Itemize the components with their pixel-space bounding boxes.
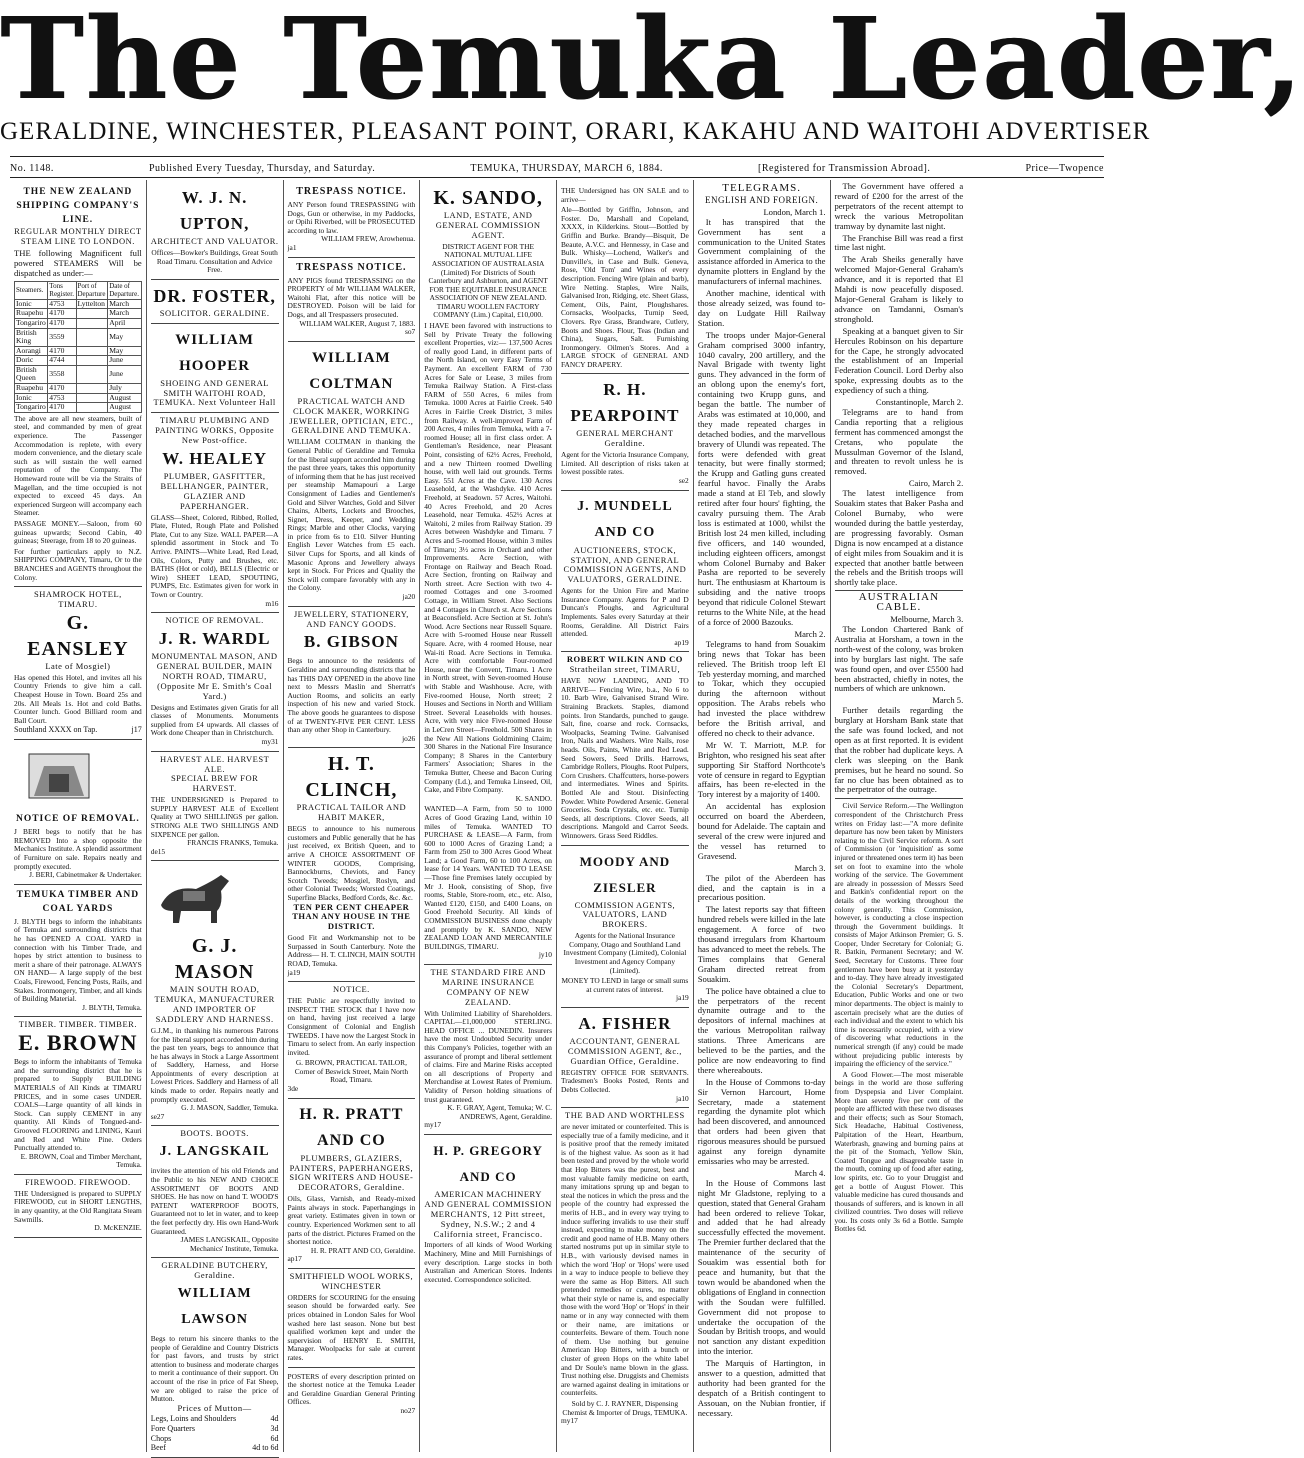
posters-body: POSTERS of every description printed on the shortest notice at the Temuka Leader and Geraldine Guardian General Printing Offices. (287, 1371, 416, 1407)
wardl-ad (151, 613, 279, 751)
table-row (15, 328, 142, 346)
wilkin-body: HAVE NOW LANDING, AND TO ARRIVE— Fencing Wire, b.a., No 6 to 10. Barb Wire, Galvanised Strand Wire. Straining Brackets. Staples, diamond points. Iron Standards, punched to gauge. Salt, fine, coarse and rock. Cornsacks, Woolpacks, Seaming Twine. Galvanised Iron, Nails and Washers. Wire Nails, rose heads. Oils, Paints, White and Red Lead. Seed Sowers, Seed Drills. Harrows, Cambridge Rollers, Ploughs. Root Pulpers, Corn Crushers. Chaffcutters, horse-powers and intermediates. Wines and Spirits. Bottled Ale and Stout. Disinfecting Powder. White Powdered Arsenic. General Groceries. Soda Crystals, etc. etc. Turnip Seeds, all descriptions. Clover Seeds, all descriptions. Mangold and Carrot Seeds. Winnowers. Grass Seed Riddles. (561, 676, 689, 840)
sando-ad (424, 182, 552, 965)
table-cell: 4753 (48, 393, 76, 403)
removal-sign: J. BERI, Cabinetmaker & Undertaker. (29, 870, 142, 880)
mason-subtitle: MAIN SOUTH ROAD, TEMUKA, MANUFACTURER AND IMPORTER OF SADDLERY AND HARNESS. (154, 984, 275, 1024)
hotel-footer: Southland XXXX on Tap. (14, 725, 98, 735)
price-item: Legs, Loins and Shoulders (150, 1413, 237, 1423)
telegram-paragraph: The latest intelligence from Souakim states that Baker Pasha and Colonel Burnaby, who were wounded during the battle yesterday, are progressing favorably. Osman Digna is now encamped at a distance of eight miles from Souakim and it is expected that another battle between the rebels and the British troops will shortly take place. (834, 488, 964, 588)
bad-tag: my17 (561, 1416, 578, 1426)
walker-tag: so7 (404, 327, 416, 337)
column-1 (10, 180, 147, 1452)
sando-properties: I HAVE been favored with instructions to Sell by Private Treaty the following excellent Properties, viz:— 137,500 Acres of really good Land, in different parts of the North Island, on very Easy Terms of Payment. An excellent FARM of 730 Acres for Sale or Lease, 3 miles from Temuka Railway Station. A First-class FARM of 550 Acres, 6 miles from Temuka. 1000 Acres at Fairlie Creek. 540 Acres in Fairlie Creek District, 3 miles from Railway. A well-improved Farm of 200 Acres, 4 miles from Temuka, with a 7-roomed House; all in first class order. A Gentleman's Residence, near Pleasant Point, consisting of 62½ Acres, Freehold, and a new Thirteen roomed Dwelling house, with well laid out grounds. Terms Easy. 551 Acres at the Cave. 130 Acres Leasehold, at the Washdyke. 410 Acres Freehold, at Seadown. 57 Acres, Waitohi. 40 Acres Freehold, and 20 Acres Leasehold, near Temuka. 452½ Acres at Waitohi, 2 miles from Railway Station. 39 Acres between Washdyke and Timaru. 7 Acres and 5-roomed House, within 3 miles of Timaru; 3½ acres in Orchard and other Improvements. Acre Section, with Frontage on Railway and Beach Road. Acre Section, fronting on Railway and North street. Acre Section with two 4-roomed Cottages and one 3-roomed Cottage, in William Street. Also Sections and 4 Cottages in Church st. Acre Sections at Beaconsfield. Acre Section at St. John's Wood. Acre Sections near Russell Square. Acre with 5-roomed House near Russell Square. Acre, with 4 roomed House, near Wai-iti Road. Acre Sections in Temuka. Acre with comfortable Four-roomed House, near the Convent, Timaru. 1 Acre in North street, with Seven-roomed House with Stable and Washhouse. Acre, with Five-roomed House, North street; 2 Houses and Sections in North and William Street. Several Leaseholds with houses. Acre, with very nice Five-roomed House in LeCren Street—Freehold. 500 Shares in the New All Nations Goldmining Claim; 300 Shares in the National Fire Insurance Company; 8 Shares in the Canterbury Farmers' Association; Shares in the Temuka Butter, Cheese and Bacon Curing Company (Ld.), and Temuka Linseed, Oil, Cake, and Fibre Company. (424, 321, 552, 795)
standard-title: THE STANDARD FIRE AND MARINE INSURANCE COMPANY OF NEW ZEALAND. (430, 967, 546, 1007)
healey-subtitle: PLUMBER, GASFITTER, BELLHANGER, PAINTER, GLAZIER AND PAPERHANGER. (160, 471, 269, 511)
table-cell: Ionic (15, 299, 48, 309)
notice-title: NOTICE. (332, 984, 370, 995)
timber-yards-sign: J. BLYTH, Temuka. (82, 1002, 142, 1012)
price-item: Chops (150, 1433, 172, 1443)
mutton-price-list (151, 1414, 279, 1454)
table-cell: 3559 (48, 328, 76, 346)
table-cell: 4170 (48, 403, 76, 413)
mundell-subtitle: AUCTIONEERS, STOCK, STATION, AND GENERAL COMMISSION AGENTS, AND VALUATORS, GERALDINE. (563, 544, 687, 585)
column-7 (831, 180, 968, 1452)
harvest-subtitle: SPECIAL BREW FOR HARVEST. (170, 773, 259, 794)
page-columns (10, 180, 1104, 1452)
prices-title: Prices of Mutton— (177, 1402, 252, 1413)
price-value: 4d to 6d (252, 1443, 279, 1453)
coltman-subtitle: PRACTICAL WATCH AND CLOCK MAKER, WORKING JEWELLER, OPTICIAN, ETC., GERALDINE AND TEMUKA. (289, 395, 414, 436)
sando-wanted: WANTED—A Farm, from 50 to 1000 Acres of Good Grazing Land, within 10 miles of Temuka. WANTED TO PURCHASE & LEASE—A Farm, from 600 to 1000 Acres of Grazing Land; a Farm from 250 to 300 Acres Good Wheat Land; a Good Farm, 60 to 100 Acres, on lease for 14 Years. WANTED TO LEASE—Those fine Premises lately occupied by Mr J. Hook, consisting of Shop, five rooms, Stable, Store-room, etc., etc. Also, Wanted £120, £150, and £400 Loans, on Good Freehold Security. All kinds of COMMISSION BUSINESS done cheaply and promptly by K. SANDO, NEW ZEALAND LOAN AND MERCANTILE BUILDINGS, TIMARU. (424, 804, 552, 951)
steamer-table-header: Tons Register. (48, 281, 76, 299)
hotel-tag: j17 (131, 725, 142, 735)
table-cell (76, 346, 108, 356)
telegram-paragraph: The Government have offered a reward of £200 for the arrest of the perpetrators of the recent attempt to wreck the various Metropolitan tramway by dynamite last night. (834, 181, 964, 231)
standard-sign: K. F. GRAY, Agent, Temuka; W. C. ANDREWS, Agent, Geraldine. (447, 1103, 552, 1121)
issue-number: No. 1148. (10, 162, 54, 174)
harvest-ale-ad (151, 752, 279, 862)
column-2 (147, 180, 284, 1452)
section-divider (835, 798, 964, 799)
sando-subtitle: LAND, ESTATE, AND GENERAL COMMISSION AGENT. (435, 210, 541, 240)
dateline-cairo: Cairo, March 2. (908, 478, 964, 489)
telegram-paragraph: An accidental has explosion occurred on board the Aberdeen, bound for Adelaide. The captain and several of the crew were injured and the vessel has returned to Gravesend. (697, 801, 826, 861)
telegram-paragraph: Telegrams to hand from Souakim bring news that Tokar has been relieved. The British troop left El Teb yesterday morning, and marched to Tokar, which they occupied during the afternoon without opposition. The Arabs rebels who had invested the place withdrew before the British arrival, and offered no check to their advance. (697, 638, 826, 738)
table-cell: June (108, 365, 142, 383)
column-4 (420, 180, 557, 1452)
sando-agency: DISTRICT AGENT FOR THE NATIONAL MUTUAL LIFE ASSOCIATION OF AUSTRALASIA (Limited) For Districts of South Canterbury and Ashburton, and AGENT FOR THE EQUITABLE INSURANCE ASSOCIATION OF NEW ZEALAND. TIMARU WOOLLEN FACTORY COMPANY (Lim.) Capital, £10,000. (428, 241, 548, 320)
wilkin-name: ROBERT WILKIN AND CO (566, 654, 683, 665)
price-value: 6d (270, 1433, 279, 1443)
sando-name: K. SANDO, (433, 187, 543, 209)
column-3 (284, 180, 421, 1452)
upton-body: Offices—Bowker's Buildings, Great South Road Timaru. Consultation and Advice Free. (151, 247, 278, 275)
brown-body: Begs to inform the inhabitants of Temuka and the surrounding district that he is prepared to Supply BUILDING MATERIALS of All Kinds at TIMARU PRICES, and in some cases UNDER. COALS—Large quantity of all kinds in Stock. Can supply CEMENT in any quantity. All Kinds of Tongued-and-Grooved FLOORING and LINING, Kauri and Red and White Pine. Orders Punctually attended to. (14, 1057, 142, 1153)
lawson-title: GERALDINE BUTCHERY, Geraldine. (161, 1260, 268, 1281)
langskail-body: invites the attention of his old Friends and the Public to his NEW AND CHOICE ASSORTMENT OF BOOTS AND SHOES. He has now on hand T. WOOD'S PATENT WATERPROOF BOOTS, Guaranteed not to let in water, and to keep the feet perfectly dry. His own Hand-Work Guaranteed. (150, 1166, 279, 1236)
telegram-paragraph: The troops under Major-General Graham comprised 3000 infantry, 1040 cavalry, 200 artillery, and the Naval Brigade with twenty light guns. They advanced in the form of an oblong upon the enemy's fort, containing two Krupp guns, and began the battle. The number of Arabs was estimated at 10,000, and they made repeated charges in detached bodies, and the marvellous bravery of Ulundi was repeated. The forts were defended with great tenacity, but were finally stormed; the Krupp and Gatling guns created fearful havoc. Finally the Arabs made a stand at El Teb, and slowly retired after four hours' fighting, the cavalry pursuing them. The Arab loss is estimated at 1000, whilst the British lost 24 men killed, including five officers, and 140 wounded, including eighteen officers, amongst whom Colonel Burnaby and Baker Pasha are reported to be severely hurt. The enthusiasm at Khartoum is subsiding and the native troops beyond that ridicule Colonel Stewart returns to the White Nile, at the head of a force of 2000 Bazouks. (697, 329, 826, 627)
table-cell (76, 328, 108, 346)
hotel-ad (14, 587, 142, 740)
table-cell: British Queen (15, 365, 48, 383)
table-cell: June (108, 356, 142, 366)
table-cell: 4170 (48, 318, 76, 328)
posters-tag: no27 (400, 1405, 416, 1415)
wool-works-ad (288, 1269, 416, 1368)
notice-sign: G. BROWN, PRACTICAL TAILOR, Corner of Beswick Street, Main North Road, Timaru. (294, 1058, 409, 1085)
gregory-body: Importers of all kinds of Wood Working Machinery, Mine and Mill Furnishings of every description. Large stocks in both Australian and American Stores. Indents executed. Correspondence solicited. (424, 1240, 552, 1284)
sando-sign: K. SANDO. (515, 793, 552, 803)
harvest-tag: de15 (150, 846, 166, 856)
gibson-title: JEWELLERY, STATIONERY, AND FANCY GOODS. (293, 608, 409, 629)
table-cell: August (108, 393, 142, 403)
wardl-title: NOTICE OF REMOVAL. (165, 615, 264, 626)
langskail-sign: JAMES LANGSKAIL, Opposite Mechanics' Institute, Temuka. (180, 1235, 279, 1253)
mundell-ad (561, 491, 689, 653)
registration-note: [Registered for Transmission Abroad]. (758, 162, 931, 174)
table-cell (76, 356, 108, 366)
telegram-paragraph: Mr W. T. Marriott, M.P. for Brighton, who resigned his seat after supporting Sir Stafford Northcote's vote of censure in regard to Egyptian affairs, has been re-elected in the Tory interest by a majority of 1400. (697, 739, 826, 800)
standard-insurance-ad (424, 965, 552, 1135)
table-cell (76, 309, 108, 319)
clinch-tag: ja19 (287, 967, 301, 977)
table-row (15, 309, 142, 319)
firewood-title: FIREWOOD. FIREWOOD. (25, 1176, 131, 1187)
clinch-cheaper: TEN PER CENT CHEAPER THAN ANY HOUSE IN THE DISTRICT. (292, 901, 411, 932)
pearpoint-tag: se2 (678, 476, 689, 486)
mundell-name: J. MUNDELL AND CO (577, 498, 673, 540)
masthead-rule (10, 156, 1104, 157)
pearpoint-ad (561, 374, 689, 490)
healey-name: W. HEALEY (162, 449, 267, 469)
price-item: Beef (150, 1443, 166, 1453)
shipping-apply: For further particulars apply to N.Z. SHIPPING COMPANY, Timaru, Or to the BRANCHES and AGENTS throughout the Colony. (14, 546, 142, 582)
healey-tag: m16 (265, 598, 279, 608)
harvest-body: THE UNDERSIGNED is Prepared to SUPPLY HARVEST ALE of Excellent Quality at TWO SHILLINGS per gallon. STRONG ALE TWO SHILLINGS AND SIXPENCE per gallon. (150, 795, 279, 839)
lawson-ad (151, 1258, 279, 1458)
pratt-name: H. R. PRATT AND CO (299, 1105, 404, 1149)
upton-name: W. J. N. UPTON, (179, 188, 250, 233)
table-cell: July (108, 384, 142, 394)
gibson-name: B. GIBSON (303, 632, 399, 652)
lawson-name: WILLIAM LAWSON (177, 1286, 252, 1328)
langskail-ad (151, 1126, 279, 1258)
notice-tag: 3de (287, 1084, 299, 1094)
removal-ad (14, 740, 142, 884)
removal-title: NOTICE OF REMOVAL. (15, 814, 140, 825)
telegram-paragraph: Telegrams are to hand from Candia reporting that a religious ferment has commenced amongst the Cretans, who populate the Mussulman Governor of the Island, and threaten to revolt unless he is removed. (834, 406, 964, 477)
harvest-title: HARVEST ALE. HARVEST ALE. (159, 753, 270, 774)
clinch-subtitle: PRACTICAL TAILOR AND HABIT MAKER, (296, 802, 407, 823)
hotel-name: G. EANSLEY (27, 611, 129, 660)
mason-name: G. J. MASON (174, 935, 255, 984)
issue-date: TEMUKA, THURSDAY, MARCH 6, 1884. (470, 162, 663, 174)
dateline-march-5: March 5. (932, 695, 964, 706)
removal-body: J BERI begs to notify that he has REMOVED Into a shop opposite the Mechanics Institute. A splendid assortment of Furniture on sale. Repairs neatly and promptly executed. (14, 827, 142, 871)
table-row (15, 384, 142, 394)
telegrams-subheading: ENGLISH AND FOREIGN. (705, 194, 819, 205)
table-cell (76, 365, 108, 383)
telegram-paragraph: The Franchise Bill was read a first time last night. (834, 232, 964, 253)
telegram-paragraph: Another machine, identical with those already seized, was found to-day on Ludgate Hill Railway Station. (697, 288, 826, 328)
pratt-subtitle: PLUMBERS, GLAZIERS, PAINTERS, PAPERHANGERS, SIGN WRITERS AND HOUSE-DECORATORS, Geraldine. (289, 1152, 414, 1193)
table-cell: 4170 (48, 309, 76, 319)
table-cell: British King (15, 328, 48, 346)
telegram-paragraph: The Marquis of Hartington, in answer to a question, admitted that authority had been granted for the despatch of a British contingent to Assouan, on the Nubian frontier, if necessary. (697, 1358, 826, 1418)
brown-sign: E. BROWN, Coal and Timber Merchant, Temuka. (20, 1151, 142, 1170)
wool-body: ORDERS for SCOURING for the ensuing season should be forwarded early. See prices obtained in London Sales for Wool washed here last season. None but best qualified workmen kept and under the supervision of HENRY E. SMITH, Manager. Woolpacks for sale at current rates. (287, 1292, 416, 1362)
dateline-march-2: March 2. (794, 628, 826, 639)
wardl-subtitle: MONUMENTAL MASON, AND GENERAL BUILDER, MAIN NORTH ROAD, TIMARU, (Opposite Mr E. Smith's Coal Yard.) (151, 651, 278, 701)
shipping-subtitle: REGULAR MONTHLY DIRECT STEAM LINE TO LONDON. (14, 226, 142, 246)
brown-name: E. BROWN (18, 1030, 138, 1056)
hooper-subtitle: SHOEING AND GENERAL SMITH WAITOHI ROAD, TEMUKA. Next Volunteer Hall (153, 377, 276, 408)
table-cell: Ruapehu (15, 384, 48, 394)
table-cell: March (108, 309, 142, 319)
foster-name: DR. FOSTER, (153, 285, 276, 306)
gregory-name: H. P. GREGORY AND CO (433, 1142, 543, 1184)
walker-sign: WILLIAM WALKER, August 7, 1883. (299, 318, 416, 328)
upton-subtitle: ARCHITECT AND VALUATOR. (150, 236, 279, 246)
mason-tag: se27 (150, 1111, 165, 1121)
horse-engraving-image (151, 867, 241, 927)
stores-title: THE Undersigned has ON SALE and to arrive— (561, 186, 689, 204)
table-row (15, 356, 142, 366)
pratt-ad (288, 1099, 416, 1269)
pearpoint-subtitle: GENERAL MERCHANT Geraldine. (576, 428, 674, 449)
mason-body: G.J.M., in thanking his numerous Patrons for the liberal support accorded him during the past ten years, begs to announce that he has always in Stock a Large Assortment of Saddlery, Harness, and Horse Appointments of every description at Lowest Prices. Saddlery and Harness of all kinds made to order. Repairs neatly and promptly executed. (150, 1025, 279, 1104)
fisher-body: REGISTRY OFFICE FOR SERVANTS. Tradesmen's Books Posted, Rents and Debts Collected. (561, 1067, 689, 1094)
frew-trespass-ad (288, 182, 416, 258)
price-item: Fore Quarters (150, 1423, 195, 1433)
steamer-table-header: Date of Departure. (108, 281, 142, 299)
hop-bitters-ad (561, 1108, 689, 1430)
langskail-name: J. LANGSKAIL (159, 1144, 270, 1160)
wilkin-ad (561, 652, 689, 845)
passage-money: PASSAGE MONEY.—Saloon, from 60 guineas upwards; Second Cabin, 40 guineas; Steerage, from 18 to 20 guineas. (14, 518, 142, 546)
mundell-body: Agents for the Union Fire and Marine Insurance Company. Agents for P and D Duncan's Ploughs, and Agricultural Implements. Sales every Saturday at their Rooms, Geraldine. All District Fairs attended. (561, 586, 689, 639)
bad-sign: Sold by C. J. RAYNER, Dispensing Chemist & Importer of Drugs, TEMUKA. (562, 1399, 688, 1417)
brown-tailor-ad (288, 982, 416, 1098)
list-item (151, 1434, 279, 1444)
wardl-name: J. R. WARDL (158, 629, 271, 649)
timber-yards-title: TEMUKA TIMBER AND COAL YARDS (16, 889, 140, 914)
healey-ad (151, 413, 279, 613)
table-row (15, 403, 142, 413)
mundell-tag: ap19 (674, 637, 689, 647)
list-item (151, 1414, 279, 1424)
pratt-body: Oils, Glass, Varnish, and Ready-mixed Paints always in stock. Paperhangings in great variety. Estimates given in town or country. Experienced Workmen sent to all parts of the district. Pictures Framed on the shortest notice. (287, 1194, 416, 1247)
table-cell: 4744 (48, 356, 76, 366)
hooper-ad (151, 324, 279, 414)
table-cell: 4753 (48, 299, 76, 309)
table-cell: Tongariro (16, 402, 46, 412)
standard-body: With Unlimited Liability of Shareholders. CAPITAL—£1,000,000 STERLING. HEAD OFFICE ... DUNEDIN. Insurers have the most Undoubted Security under this Company's Policies, together with an assurance of prompt and liberal settlement of claims. Fire and Marine Risks accepted on all descriptions of Property and Merchandise at Lowest Rates of Premium. Validity of Person holding situations of trust guaranteed. (424, 1008, 552, 1104)
timber-yards-ad (14, 885, 142, 1018)
stores-ad (561, 182, 689, 374)
table-row (15, 365, 142, 383)
lawson-body: Begs to return his sincere thanks to the people of Geraldine and Country Districts for past favors, and trusts by strict attention to business and moderate charges to merit a continuance of their support. On account of the rise in price of Fat Sheep, we are obliged to raise the price of Mutton. (150, 1334, 279, 1404)
plumbing-title: TIMARU PLUMBING AND PAINTING WORKS, Opposite New Post-office. (155, 415, 275, 446)
pratt-sign: H. R. PRATT AND CO, Geraldine. (310, 1245, 416, 1255)
table-cell: Tongariro (16, 317, 46, 327)
steamer-table-header: Steamers. (15, 281, 48, 299)
sando-tag: jy10 (538, 950, 552, 960)
shipping-body: The above are all new steamers, built of steel, and commanded by men of great experience. The Passenger Accommodation is replete, with every modern convenience, and the dietary scale such as will sustain the well earned reputation of the Company. The Homeward route will be via the Straits of Magellan, and the time occupied is not expected to exceed 45 days. An experienced Surgeon will accompany each Steamer. (14, 413, 142, 518)
civil-service-reform-article: Civil Service Reform.—The Wellington correspondent of the Christchurch Press writes on Friday last:—"A more definite departure has now been taken by Ministers relating to the Civil Service reform. A sort of Commission (or 'inquisition' as some injured or threatened ones term it) has been set on foot to examine into the whole working of the service. The Government are already in possession of Messrs Seed and Batkin's confidential report on the details of the working throughout the colony generally. This Commission, however, is conducting a close inspection through the Government buildings. It consists of Major Atkinson Premier; G. S. Cooper, Under Secretary for Colonial; G. R. Batkin, Permanent Secretary; and W. Seed, Secretary for Customs. Three four gentlemen have been busy at it yesterday and to-day. They have already investigated the Colonial Secretary's Department, Education, Public Works and one or two minor departments. The object is mainly to ascertain precisely what are the duties of each individual and the extent to which his time is necessarily occupied, with a view of discovering what reductions in the numerical strength (if any) could be made without prejudicing public interests by impairing the efficiency of the service." (834, 801, 964, 1069)
issue-price: Price—Twopence (1025, 162, 1104, 174)
firewood-sign: D. McKENZIE. (94, 1223, 142, 1233)
table-cell: Doric (15, 356, 48, 366)
telegrams-heading: TELEGRAMS. (722, 182, 801, 194)
table-cell: 4170 (48, 346, 76, 356)
dateline-march-3: March 3. (794, 862, 826, 873)
timber-yards-body: J. BLYTH begs to inform the inhabitants of Temuka and surrounding districts that he has OPENED A COAL YARD in connection with his Timber Trade, and hopes by strict attention to business to merit a share of their patronage. ALWAYS ON HAND— A large supply of the best Coals, Firewood, Fencing Posts, Rails, and Stakes. Ironmongery, Timber, and all kinds of Building Material. (14, 916, 142, 1004)
coltman-body: WILLIAM COLTMAN in thanking the General Public of Geraldine and Temuka for the liberal support accorded him during the past three years, takes this opportunity of informing them that he has just received per steamship Mamapouri a Large Consignment of Ladies and Gentlemen's Gold and Silver Watches, Gold and Silver Chains, Alberts, Lockets and Brooches, Signet, Dress, Keeper, and Wedding Rings; Marble and other Clocks, varying in price from 6s to £10. Silver Hunting English Lever Watches from £5 each. Silver Cups for Sports, and all kinds of Masonic Aprons and Jewellery always kept in Stock. For Prices and Quality the Stock will compare favorably with any in the Colony. (287, 437, 416, 593)
shipping-intro: THE following Magnificent full powered STEAMERS Will be dispatched as under:— (14, 247, 142, 278)
wilkin-subtitle: Stratheilan street, TIMARU, (569, 664, 681, 675)
telegram-paragraph: Speaking at a banquet given to Sir Hercules Robinson on his departure for the Cape, he strongly advocated the establishment of an Imperial Federation Council. Lord Derby also spoke, expressing doubts as to the expediency of such a thing. (834, 325, 964, 396)
gregory-subtitle: AMERICAN MACHINERY AND GENERAL COMMISSION MERCHANTS, 12 Pitt street, Sydney, N.S.W.; 2 and 4 California street, Francisco. (424, 1188, 552, 1239)
standard-tag: my17 (424, 1120, 442, 1130)
gibson-tag: jo26 (402, 733, 416, 743)
price-value: 3d (270, 1423, 279, 1433)
pratt-tag: ap17 (287, 1254, 302, 1264)
firewood-body: THE Undersigned is prepared to SUPPLY FIREWOOD, cut in SHORT LENGTHS, in any quantity, at the Old Rangitata Steam Sawmills. (14, 1188, 142, 1224)
shipping-title: THE NEW ZEALAND SHIPPING COMPANY'S LINE. (16, 187, 140, 225)
telegram-paragraph: In the House of Commons last night Mr Gladstone, replying to a question, stated that General Graham had been ordered to relieve Tokar, and added that he had already successfully effected the movement. The Premier further declared that the maintenance of the security of Souakim was essential both for peace and humanity, but that the town would be abandoned when the obligations of England in connection with the Soudan were fulfilled. Government did not propose to undertake the occupation of the Soudan by British troops, and would not sanction any distant expedition into the interior. (697, 1177, 826, 1357)
telegram-paragraph: The pilot of the Aberdeen has died, and the captain is in a precarious position. (697, 872, 826, 903)
frew-title: TRESPASS NOTICE. (296, 186, 407, 197)
table-cell (76, 393, 108, 403)
fisher-ad (561, 1008, 689, 1108)
coltman-ad (288, 342, 416, 607)
coltman-name: WILLIAM COLTMAN (309, 349, 394, 392)
furniture-engraving-image (14, 746, 104, 806)
shipping-ad (14, 182, 142, 587)
brown-timber-ad (14, 1017, 142, 1175)
telegram-paragraph: The Arab Sheiks generally have welcomed Major-General Graham's advance, and it is reported that El Mahdi is now peacefully disposed. Major-General Graham is likely to advance on Tamdanni, Osman's stronghold. (834, 254, 964, 324)
frew-body: ANY Person found TRESPASSING with Dogs, Gun or otherwise, in my Paddocks, or Opihi Riverbed, will be PROSECUTED according to law. (287, 200, 416, 235)
wardl-body: Designs and Estimates given Gratis for all classes of Monuments. Monuments supplied from £4 upwards. All classes of Work done Cheaper than in Christchurch. (150, 702, 279, 738)
table-row (15, 318, 142, 328)
fisher-subtitle: ACCOUNTANT, GENERAL COMMISSION AGENT, &c., Guardian Office, Geraldine. (567, 1036, 682, 1066)
dateline-rule (10, 177, 1104, 178)
steamer-table-header: Port of Departure (76, 281, 108, 299)
moody-body: Agents for the National Insurance Company, Otago and Southland Land Investment Company (Limited), Colonial Investment and Agency Company (Limited). (563, 931, 687, 975)
hotel-subtitle: Late of Mosgiel) (45, 660, 111, 671)
table-cell: May (108, 346, 142, 356)
table-cell (76, 403, 108, 413)
moody-money: MONEY TO LEND in large or small sums at current rates of interest. (561, 976, 689, 994)
notice-body: THE Public are respectfully invited to INSPECT THE STOCK that I have now on hand, having just received a large Consignment of Colonial and English TWEEDS. I have now the Largest Stock in Timaru to select from. An early inspection invited. (287, 996, 416, 1057)
pearpoint-name: R. H. PEARPOINT (570, 380, 680, 426)
mason-ad (151, 861, 279, 1126)
list-item (151, 1443, 279, 1453)
telegram-paragraph: Further details regarding the burglary at Horsham Bank state that the safe was found locked, and not open as at first reported. It is evident that the robber had duplicate keys. A clerk was sleeping on the Bank premises, but he heard no sound. So far no clue has been obtained as to the perpetrator of the outrage. (834, 705, 964, 795)
upton-ad (151, 182, 279, 280)
telegram-paragraph: The latest reports say that fifteen hundred rebels were killed in the late engagement. A force of two thousand irregulars from Khartoum has advanced to meet the rebels. The Times complains that General Graham directed retreat from Souakim. (697, 904, 826, 984)
moody-subtitle: COMMISSION AGENTS, VALUATORS, LAND BROKERS. (574, 899, 676, 930)
fisher-name: A. FISHER (578, 1014, 672, 1033)
brown-title: TIMBER. TIMBER. TIMBER. (18, 1019, 137, 1030)
moody-name: MOODY AND ZIESLER (579, 853, 671, 895)
dateline-melbourne: Melbourne, March 3. (890, 614, 964, 625)
table-cell: Ionic (15, 393, 48, 403)
steamer-table (14, 281, 142, 413)
moody-ad (561, 846, 689, 1008)
dateline-london: London, March 1. (763, 206, 826, 217)
column-6 (694, 180, 831, 1452)
dateline-march-4: March 4. (794, 1167, 826, 1178)
foster-ad (151, 280, 279, 324)
table-cell: March (108, 299, 142, 309)
bad-body: are never imitated or counterfeited. This is especially true of a family medicine, and it is positive proof that the remedy imitated is of the highest value. As soon as it had been tested and proved by the whole world that Hop Bitters was the purest, best and most valuable family medicine on earth, many imitations sprung up and began to steal the notices in which the press and the people of the country had expressed the merits of H.B., and in every way trying to induce suffering invalids to use their stuff instead, expecting to make money on the credit and good name of H.B. Many others started nostrums put up in similar style to H.B., with variously devised names in which the word 'Hop' or 'Hops' were used in a way to induce people to believe they were the same as Hop Bitters. All such pretended remedies or cures, no matter what their style or name is, and especially those with the word 'Hop' or 'Hops' in their name or in any way connected with them or their name, are imitations or counterfeits. Beware of them. Touch none of them. Use nothing but genuine American Hop Bitters, with a bunch or cluster of green Hops on the white label and Dr Soule's name blown in the glass. Trust nothing else. Druggists and Chemists are warned against dealing in imitations or counterfeits. (561, 1122, 689, 1398)
dateline-constantinople: Constantinople, March 2. (875, 397, 964, 408)
foster-subtitle: SOLICITOR. GERALDINE. (159, 307, 270, 318)
table-cell: April (108, 318, 142, 328)
publication-schedule: Published Every Tuesday, Thursday, and Saturday. (148, 162, 376, 174)
masthead (0, 0, 1304, 150)
hotel-title: SHAMROCK HOTEL, TIMARU. (33, 589, 122, 610)
frew-sign: WILLIAM FREW, Arowhenua. (321, 234, 416, 244)
pearpoint-body: Agent for the Victoria Insurance Company, Limited. All description of risks taken at lowest possible rates. (561, 450, 689, 477)
harvest-sign: FRANCIS FRANKS, Temuka. (187, 838, 279, 848)
walker-body: ANY PIGS found TRESPASSING on the PROPERTY of Mr WILLIAM WALKER, Waitohi Flat, after this notice will be DESTROYED. Poison will be laid for Dogs, and all Trespassers prosecuted. (287, 275, 416, 319)
walker-title: TRESPASS NOTICE. (296, 261, 407, 273)
moody-tag: ja19 (676, 993, 689, 1003)
clinch-ad (288, 748, 416, 982)
walker-trespass-ad (288, 258, 416, 342)
bad-title: THE BAD AND WORTHLESS (565, 1110, 685, 1121)
table-cell: Ruapehu (15, 309, 48, 319)
telegram-paragraph: It has transpired that the Government has sent a communication to the United States Government complaining of the assistance afforded in America to the dynamite plotters in England by the manufacturers of infernal machines. (697, 216, 826, 287)
wool-title: SMITHFIELD WOOL WORKS, WINCHESTER (289, 1271, 414, 1291)
newspaper-title: The Temuka Leader, (0, 0, 1304, 125)
clinch-body-2: Good Fit and Workmanship not to be Surpassed in South Canterbury. Note the Address— H. T. CLINCH, MAIN SOUTH ROAD, Temuka. (287, 933, 416, 969)
boots-title: BOOTS. BOOTS. (180, 1128, 249, 1139)
column-5 (557, 180, 694, 1452)
clinch-name: H. T. CLINCH, (305, 753, 398, 802)
table-cell: Aorangi (15, 346, 48, 356)
price-value: 4d (270, 1413, 279, 1423)
frew-tag: ja1 (287, 242, 297, 252)
clinch-body: BEGS to announce to his numerous customers and Public generally that he has just received, ex British Queen, and to arrive A CHOICE ASSORTMENT OF WINTER GOODS, Comprising, Bannockburns, Cheviots, and Fancy Scotch Tweeds; Mosgiel, Roslyn, and other Colonial Tweeds; Worsted Coatings, Superfine Blacks, Bedford Cords, &c. &c. (287, 824, 416, 902)
healey-body: GLASS—Sheet, Colored, Ribbed, Rolled, Plate, Fluted, Rough Plate and Polished Plate, Cut to any Size. WALL PAPER—A splendid assortment in Stock and To Arrive. PAINTS—White Lead, Red Lead, Oils, Colors, Putty and Brushes, etc. BATHS (Hot or cold), BELLS (Electric or Wire) SHEET LEAD, SPOUTING, PUMPS, Etc. Estimates given for work in Town or Country. (150, 512, 279, 599)
gibson-ad (288, 607, 416, 749)
wardl-tag: my31 (261, 737, 279, 746)
table-cell: Lyttelton (76, 299, 108, 309)
gibson-body: Begs to announce to the residents of Geraldine and surrounding districts that he has THIS DAY OPENED in the above line next to Messrs Maslin and Sherratt's Auction Rooms, and solicits an early inspection of his new and varied Stock. The above goods he guarantees to dispose of at TWENTY-FIVE PER CENT. LESS than any other Shop in Canterbury. (287, 656, 416, 735)
newspaper-subtitle: GERALDINE, WINCHESTER, PLEASANT POINT, ORARI, KAKAHU AND WAITOHI ADVERTISER (0, 118, 1151, 145)
table-cell (76, 318, 108, 328)
august-flower-article: A Good Flower.—The most miserable beings in the world are those suffering from Dyspepsia and Liver Complaint. More than seventy five per cent of the people are afflicted with these two diseases and their effects; such as Sour Stomach, Sick Headache, Habitual Costiveness, Palpitation of the Heart, Heartburn, Waterbrash, gnawing and burning pains at the pit of the Stomach, Yellow Skin, Coated Tongue and disagreeable taste in the mouth, coming up of food after eating, low spirits, etc. Go to your Druggist and get a bottle of August Flower. This valuable medicine has cured thousands and thousands of sufferers, and is known in all civilized countries. Two doses will relieve you. Its costs only 3s 6d a Bottle. Sample Bottles 6d. (834, 1069, 964, 1234)
table-cell (76, 384, 108, 394)
table-cell: May (108, 328, 142, 346)
coltman-tag: ja20 (402, 592, 416, 602)
australian-cable-heading: AUSTRALIAN CABLE. (835, 590, 964, 613)
mason-sign: G. J. MASON, Saddler, Temuka. (181, 1103, 279, 1113)
telegram-paragraph: The police have obtained a clue to the perpetrators of the recent dynamite outrage and to the depositors of infernal machines at the various Metropolitan railway stations. Three Americans are believed to be the parties, and the police are now endeavoring to find there whereabouts. (697, 985, 826, 1075)
gregory-ad (424, 1135, 552, 1289)
hooper-name: WILLIAM HOOPER (175, 331, 254, 374)
posters-ad (288, 1368, 416, 1420)
hotel-body: Has opened this Hotel, and invites all his Country Friends to give him a call. Cheapest House in Town. Board 25s and 20s. All Meals 1s. Hot and cold Baths. Counter lunch. Good Billiard room and Ball Court. (14, 672, 142, 725)
table-cell: August (108, 403, 142, 413)
fisher-tag: ja10 (676, 1093, 689, 1103)
dateline (10, 160, 1104, 176)
firewood-ad (14, 1175, 142, 1238)
list-item (151, 1424, 279, 1434)
telegram-paragraph: In the House of Commons to-day Sir Vernon Harcourt, Home Secretary, made a statement regarding the dynamite plot which had been discovered, and announced that orders had been given that rigorous measures should be pursued against any foreign dynamite emissaries who may be arrested. (697, 1076, 826, 1166)
stores-body: Ale—Bottled by Griffin, Johnson, and Foster. Do, Marshall and Copeland, XXXX, in Kilderkins. Stout—Bottled by Griffin and Burke. Brandy—Bisquit, De Beaute, A.V.C. and Hennessy, in Case and Bulk. Whisky—Lochend, Walker's and Dunville's, in Case and Bulk. Geneva, Rose, 'Old Tom' and Wines of every description. Fencing Wire (plain and barb), Wire Netting. Staples, Wire Nails, Galvanised Iron, Ridging, etc. Sheet Glass, Cement, Oils, Paint, Ploughshares. Cornsacks, Woolpacks, Turnip Seed, Clovers. Rye Grass, Brandware, Cutlery, Boots and Shoes. Flour, Teas (Indian and China), Sugars, Salt. Furnishing Ironmongery. Oilmen's Stores. And a LARGE STOCK of GENERAL AND FANCY DRAPERY. (561, 205, 689, 369)
telegram-paragraph: The London Chartered Bank of Australia at Horsham, a town in the north-west of the colony, was broken into by burglars last night. The safe was found open, and over £5500 had been abstracted, chiefly in notes, the numbers of which are unknown. (834, 623, 964, 694)
table-cell: 3558 (48, 365, 76, 383)
table-cell: 4170 (48, 384, 76, 394)
